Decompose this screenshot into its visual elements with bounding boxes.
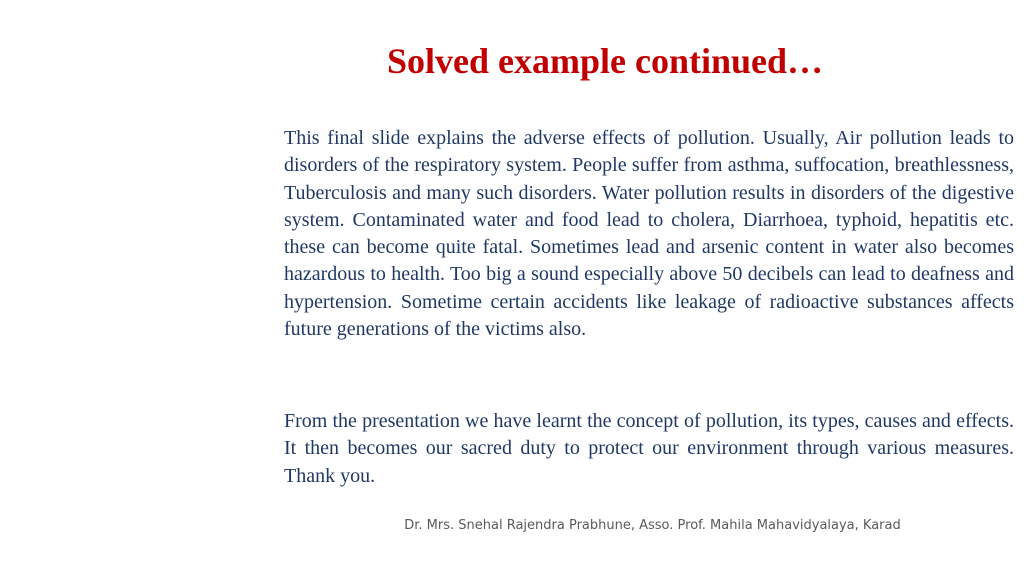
slide-title: Solved example continued… bbox=[386, 41, 824, 81]
body-paragraph-conclusion: From the presentation we have learnt the concept of pollution, its types, causes and effects. It then becomes our sacred duty to protect our environment through various measures. Thank you. bbox=[284, 410, 1014, 487]
body-paragraph-effects: This final slide explains the adverse effects of pollution. Usually, Air pollution leads to disorders of the respiratory system. People suffer from asthma, suffocation, breathlessness, Tuberculosis and many such disorders. Water pollution results in disorders of the digestive system. Contaminated water and food lead to cholera, Diarrhoea, typhoid, hepatitis etc. these can become quite fatal. Sometimes lead and arsenic content in water also becomes hazardous to health. Too big a sound especially above 50 decibels can lead to deafness and hypertension. Sometime certain accidents like leakage of radioactive substances affects future generations of the victims also. bbox=[284, 127, 1014, 341]
slide-footer: Dr. Mrs. Snehal Rajendra Prabhune, Asso. Prof. Mahila Mahavidyalaya, Karad bbox=[404, 518, 901, 533]
